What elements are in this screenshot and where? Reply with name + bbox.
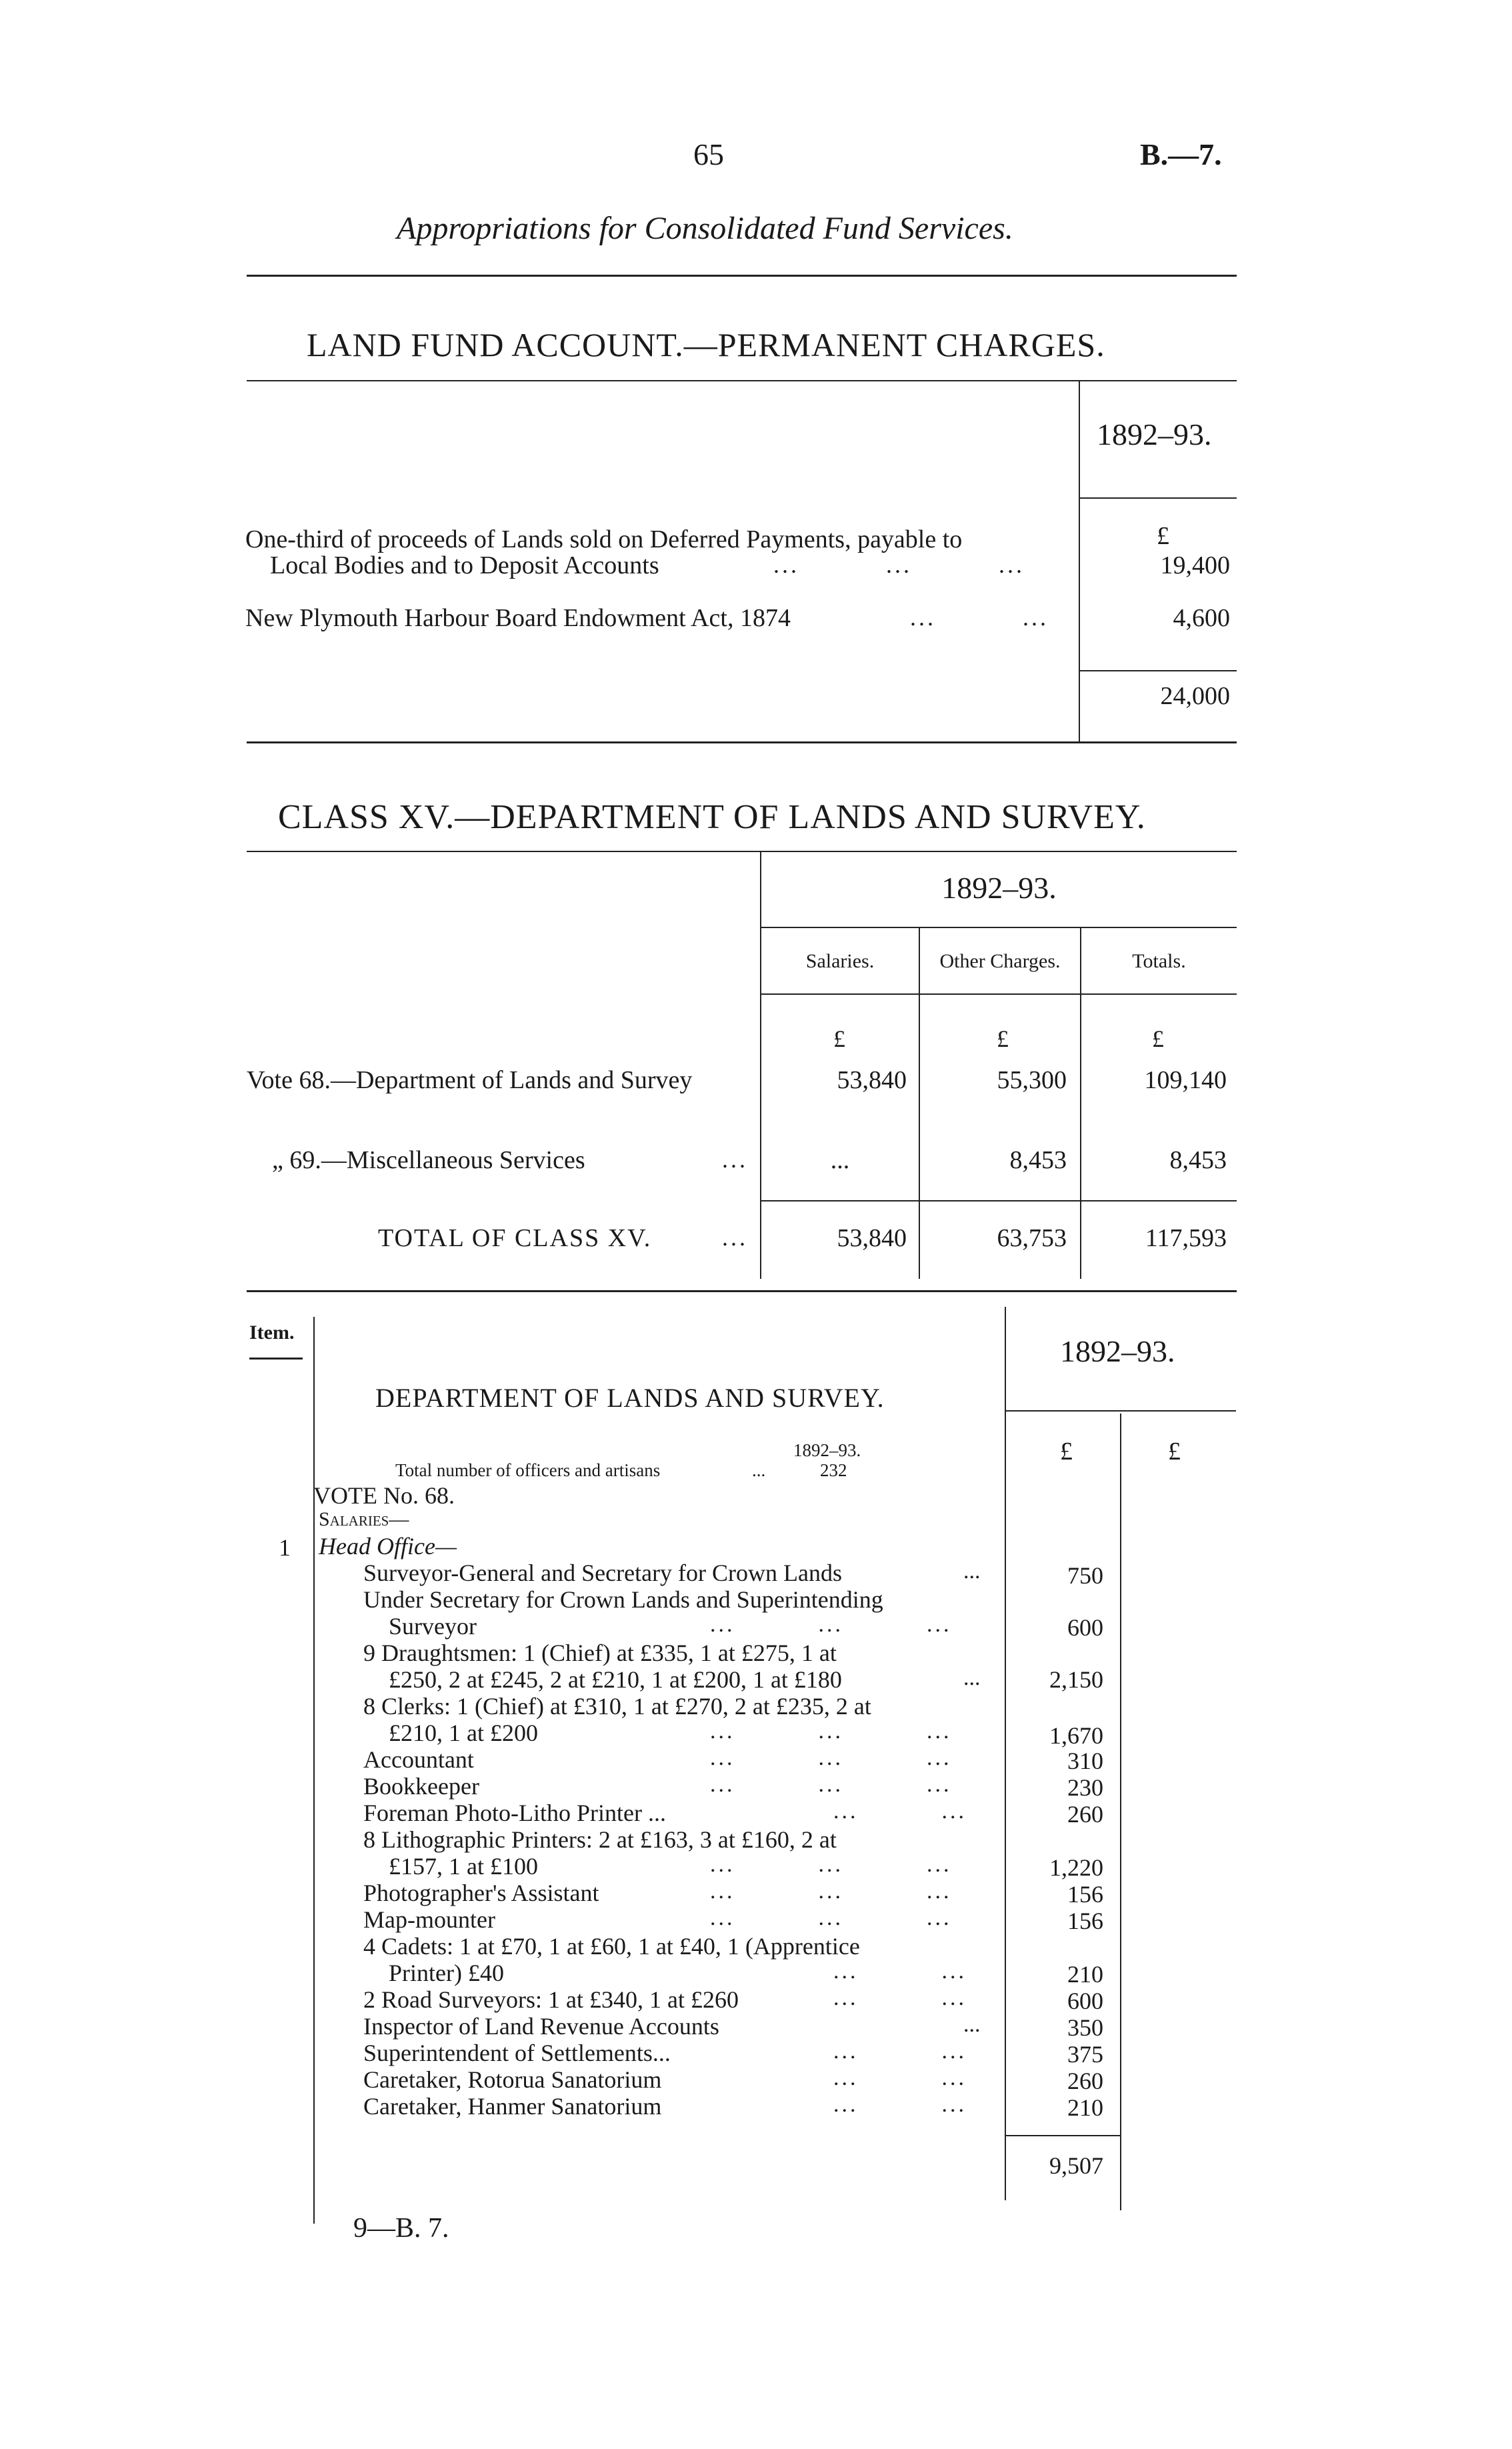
officers-label: Total number of officers and artisans: [395, 1460, 661, 1480]
column-header-other-charges: Other Charges.: [939, 950, 1061, 972]
vote-68-total: 109,140: [1144, 1066, 1227, 1094]
officers-count: 232: [820, 1460, 847, 1480]
land-fund-total: 24,000: [1160, 682, 1230, 710]
amount-superintendent-settlements: 375: [1067, 2041, 1103, 2068]
land-fund-top-rule: [247, 380, 1237, 381]
amount-caretaker-hanmer: 210: [1067, 2094, 1103, 2121]
dept-subtotal: 9,507: [1049, 2152, 1103, 2179]
entry-superintendent-settlements-leaders: ... ...: [833, 2039, 967, 2064]
land-fund-row-1-amount: 19,400: [1160, 551, 1230, 579]
land-fund-bottom-rule: [247, 741, 1237, 743]
document-reference: B.—7.: [1140, 137, 1222, 171]
entry-accountant: Accountant: [363, 1746, 474, 1773]
entry-clerks-leaders: ... ... ...: [710, 1719, 952, 1744]
page-subtitle: Appropriations for Consolidated Fund Services.: [397, 211, 1013, 246]
vote-68-salaries: 53,840: [837, 1066, 907, 1094]
amount-road-surveyors: 600: [1067, 1988, 1103, 2014]
vote-69-leaders: ...: [722, 1146, 748, 1173]
land-fund-column-divider: [1079, 381, 1080, 741]
other-charges-currency: £: [997, 1025, 1009, 1052]
totals-currency: £: [1152, 1025, 1164, 1052]
class-xv-bottom-rule: [247, 1290, 1237, 1292]
land-fund-title: LAND FUND ACCOUNT.—PERMANENT CHARGES.: [307, 326, 1105, 363]
land-fund-row-2-amount: 4,600: [1173, 604, 1230, 632]
entry-draughtsmen-leaders: ...: [963, 1666, 981, 1690]
entry-caretaker-hanmer: Caretaker, Hanmer Sanatorium: [363, 2093, 662, 2120]
amount-under-secretary: 600: [1067, 1614, 1103, 1641]
entry-draughtsmen-line-2: £250, 2 at £245, 2 at £210, 1 at £200, 1 at £180: [389, 1666, 842, 1693]
entry-bookkeeper-leaders: ... ... ...: [710, 1772, 952, 1797]
vote-69-label: „ 69.—Miscellaneous Services: [272, 1146, 585, 1174]
land-fund-year-rule: [1080, 497, 1237, 499]
entry-road-surveyors-leaders: ... ...: [833, 1986, 967, 2010]
dept-sub-year: 1892–93.: [793, 1440, 861, 1460]
dept-currency-2: £: [1168, 1438, 1181, 1466]
entry-caretaker-rotorua-leaders: ... ...: [833, 2066, 967, 2090]
column-header-totals: Totals.: [1132, 950, 1186, 972]
details-amount-divider: [1005, 1307, 1006, 2200]
vote-69-other-charges: 8,453: [1009, 1146, 1067, 1174]
entry-lithographic-printers-line-1: 8 Lithographic Printers: 2 at £163, 3 at £160, 2 at: [363, 1826, 837, 1853]
entry-lithographic-printers-leaders: ... ... ...: [710, 1852, 952, 1877]
vote-69-salaries: ...: [830, 1146, 850, 1174]
land-fund-currency: £: [1157, 522, 1169, 550]
header-rule: [247, 275, 1237, 277]
officers-leaders: ...: [752, 1460, 766, 1480]
page-number: 65: [693, 137, 724, 171]
vote-number-heading: VOTE No. 68.: [313, 1482, 455, 1509]
entry-foreman-photo-litho: Foreman Photo-Litho Printer ...: [363, 1800, 666, 1826]
class-xv-divider-other: [1080, 928, 1081, 1279]
class-xv-total-label: TOTAL OF CLASS XV.: [378, 1224, 652, 1252]
column-header-salaries: Salaries.: [805, 950, 875, 972]
land-fund-row-1-leaders: ... ... ...: [773, 551, 1025, 578]
entry-inspector-land-revenue: Inspector of Land Revenue Accounts: [363, 2013, 719, 2040]
head-office-heading: Head Office—: [319, 1533, 457, 1560]
entry-superintendent-settlements: Superintendent of Settlements...: [363, 2040, 671, 2066]
entry-bookkeeper: Bookkeeper: [363, 1773, 479, 1800]
class-xv-total-leaders: ...: [722, 1224, 748, 1251]
class-xv-total-salaries: 53,840: [837, 1224, 907, 1252]
entry-map-mounter: Map-mounter: [363, 1906, 495, 1933]
entry-under-secretary-line-2: Surveyor: [389, 1613, 477, 1640]
dept-currency-1: £: [1060, 1438, 1073, 1466]
land-fund-sum-rule: [1080, 670, 1237, 671]
item-column-header: Item.: [249, 1322, 295, 1344]
amount-caretaker-rotorua: 260: [1067, 2068, 1103, 2094]
salaries-heading: Salaries—: [319, 1508, 409, 1530]
class-xv-title: CLASS XV.—DEPARTMENT OF LANDS AND SURVEY.: [278, 798, 1146, 836]
class-xv-year-rule: [761, 927, 1237, 928]
class-xv-divider-salaries: [919, 928, 920, 1279]
vote-69-total: 8,453: [1169, 1146, 1227, 1174]
item-column-divider: [313, 1317, 315, 2224]
entry-under-secretary-leaders: ... ... ...: [710, 1612, 952, 1637]
vote-68-other-charges: 55,300: [997, 1066, 1067, 1094]
amount-accountant: 310: [1067, 1748, 1103, 1774]
class-xv-total-totals: 117,593: [1145, 1224, 1227, 1252]
entry-road-surveyors: 2 Road Surveyors: 1 at £340, 1 at £260: [363, 1986, 739, 2013]
class-xv-sum-rule: [761, 1200, 1237, 1201]
amount-map-mounter: 156: [1067, 1908, 1103, 1934]
dept-year-rule: [1006, 1410, 1236, 1412]
entry-draughtsmen-line-1: 9 Draughtsmen: 1 (Chief) at £335, 1 at £275, 1 at: [363, 1640, 837, 1666]
signature-mark: 9—B. 7.: [353, 2213, 449, 2244]
entry-surveyor-general: Surveyor-General and Secretary for Crown Lands: [363, 1560, 843, 1586]
amount-column-divider: [1120, 1414, 1121, 2210]
class-xv-year: 1892–93.: [941, 871, 1057, 905]
entry-map-mounter-leaders: ... ... ...: [710, 1906, 952, 1930]
land-fund-row-1-line-1: One-third of proceeds of Lands sold on Deferred Payments, payable to: [245, 525, 963, 553]
entry-caretaker-rotorua: Caretaker, Rotorua Sanatorium: [363, 2066, 662, 2093]
land-fund-row-2-leaders: ... ...: [910, 604, 1049, 631]
entry-surveyor-general-leaders: ...: [963, 1559, 981, 1584]
salaries-currency: £: [833, 1025, 845, 1052]
dept-title: DEPARTMENT OF LANDS AND SURVEY.: [375, 1383, 885, 1413]
class-xv-total-other-charges: 63,753: [997, 1224, 1067, 1252]
entry-foreman-photo-litho-leaders: ... ...: [833, 1799, 967, 1824]
dept-sum-rule: [1006, 2135, 1121, 2136]
entry-photographers-assistant-leaders: ... ... ...: [710, 1879, 952, 1904]
entry-cadets-line-2: Printer) £40: [389, 1960, 504, 1986]
entry-clerks-line-2: £210, 1 at £200: [389, 1720, 538, 1746]
amount-lithographic-printers: 1,220: [1049, 1854, 1103, 1881]
amount-clerks: 1,670: [1049, 1722, 1103, 1749]
item-number: 1: [279, 1534, 291, 1561]
item-header-underline: [249, 1358, 303, 1360]
entry-cadets-line-1: 4 Cadets: 1 at £70, 1 at £60, 1 at £40, 1 (Apprentice: [363, 1933, 860, 1960]
amount-draughtsmen: 2,150: [1049, 1666, 1103, 1693]
entry-under-secretary-line-1: Under Secretary for Crown Lands and Superintending: [363, 1586, 883, 1613]
amount-foreman-photo-litho: 260: [1067, 1801, 1103, 1828]
amount-inspector-land-revenue: 350: [1067, 2014, 1103, 2041]
entry-lithographic-printers-line-2: £157, 1 at £100: [389, 1853, 538, 1880]
land-fund-year: 1892–93.: [1097, 417, 1212, 451]
entry-inspector-land-revenue-leaders: ...: [963, 2012, 981, 2037]
class-xv-label-divider: [760, 852, 761, 1279]
amount-bookkeeper: 230: [1067, 1774, 1103, 1801]
entry-clerks-line-1: 8 Clerks: 1 (Chief) at £310, 1 at £270, 2 at £235, 2 at: [363, 1693, 871, 1720]
land-fund-row-1-line-2: Local Bodies and to Deposit Accounts: [270, 551, 659, 579]
dept-year: 1892–93.: [1060, 1334, 1175, 1368]
amount-cadets: 210: [1067, 1961, 1103, 1988]
entry-caretaker-hanmer-leaders: ... ...: [833, 2092, 967, 2117]
amount-surveyor-general: 750: [1067, 1562, 1103, 1589]
entry-cadets-leaders: ... ...: [833, 1959, 967, 1984]
entry-accountant-leaders: ... ... ...: [710, 1746, 952, 1770]
entry-photographers-assistant: Photographer's Assistant: [363, 1880, 599, 1906]
vote-68-label: Vote 68.—Department of Lands and Survey: [247, 1066, 693, 1094]
class-xv-header-rule: [761, 993, 1237, 995]
class-xv-top-rule: [247, 851, 1237, 852]
amount-photographers-assistant: 156: [1067, 1881, 1103, 1908]
land-fund-row-2-label: New Plymouth Harbour Board Endowment Act, 1874: [245, 604, 791, 632]
